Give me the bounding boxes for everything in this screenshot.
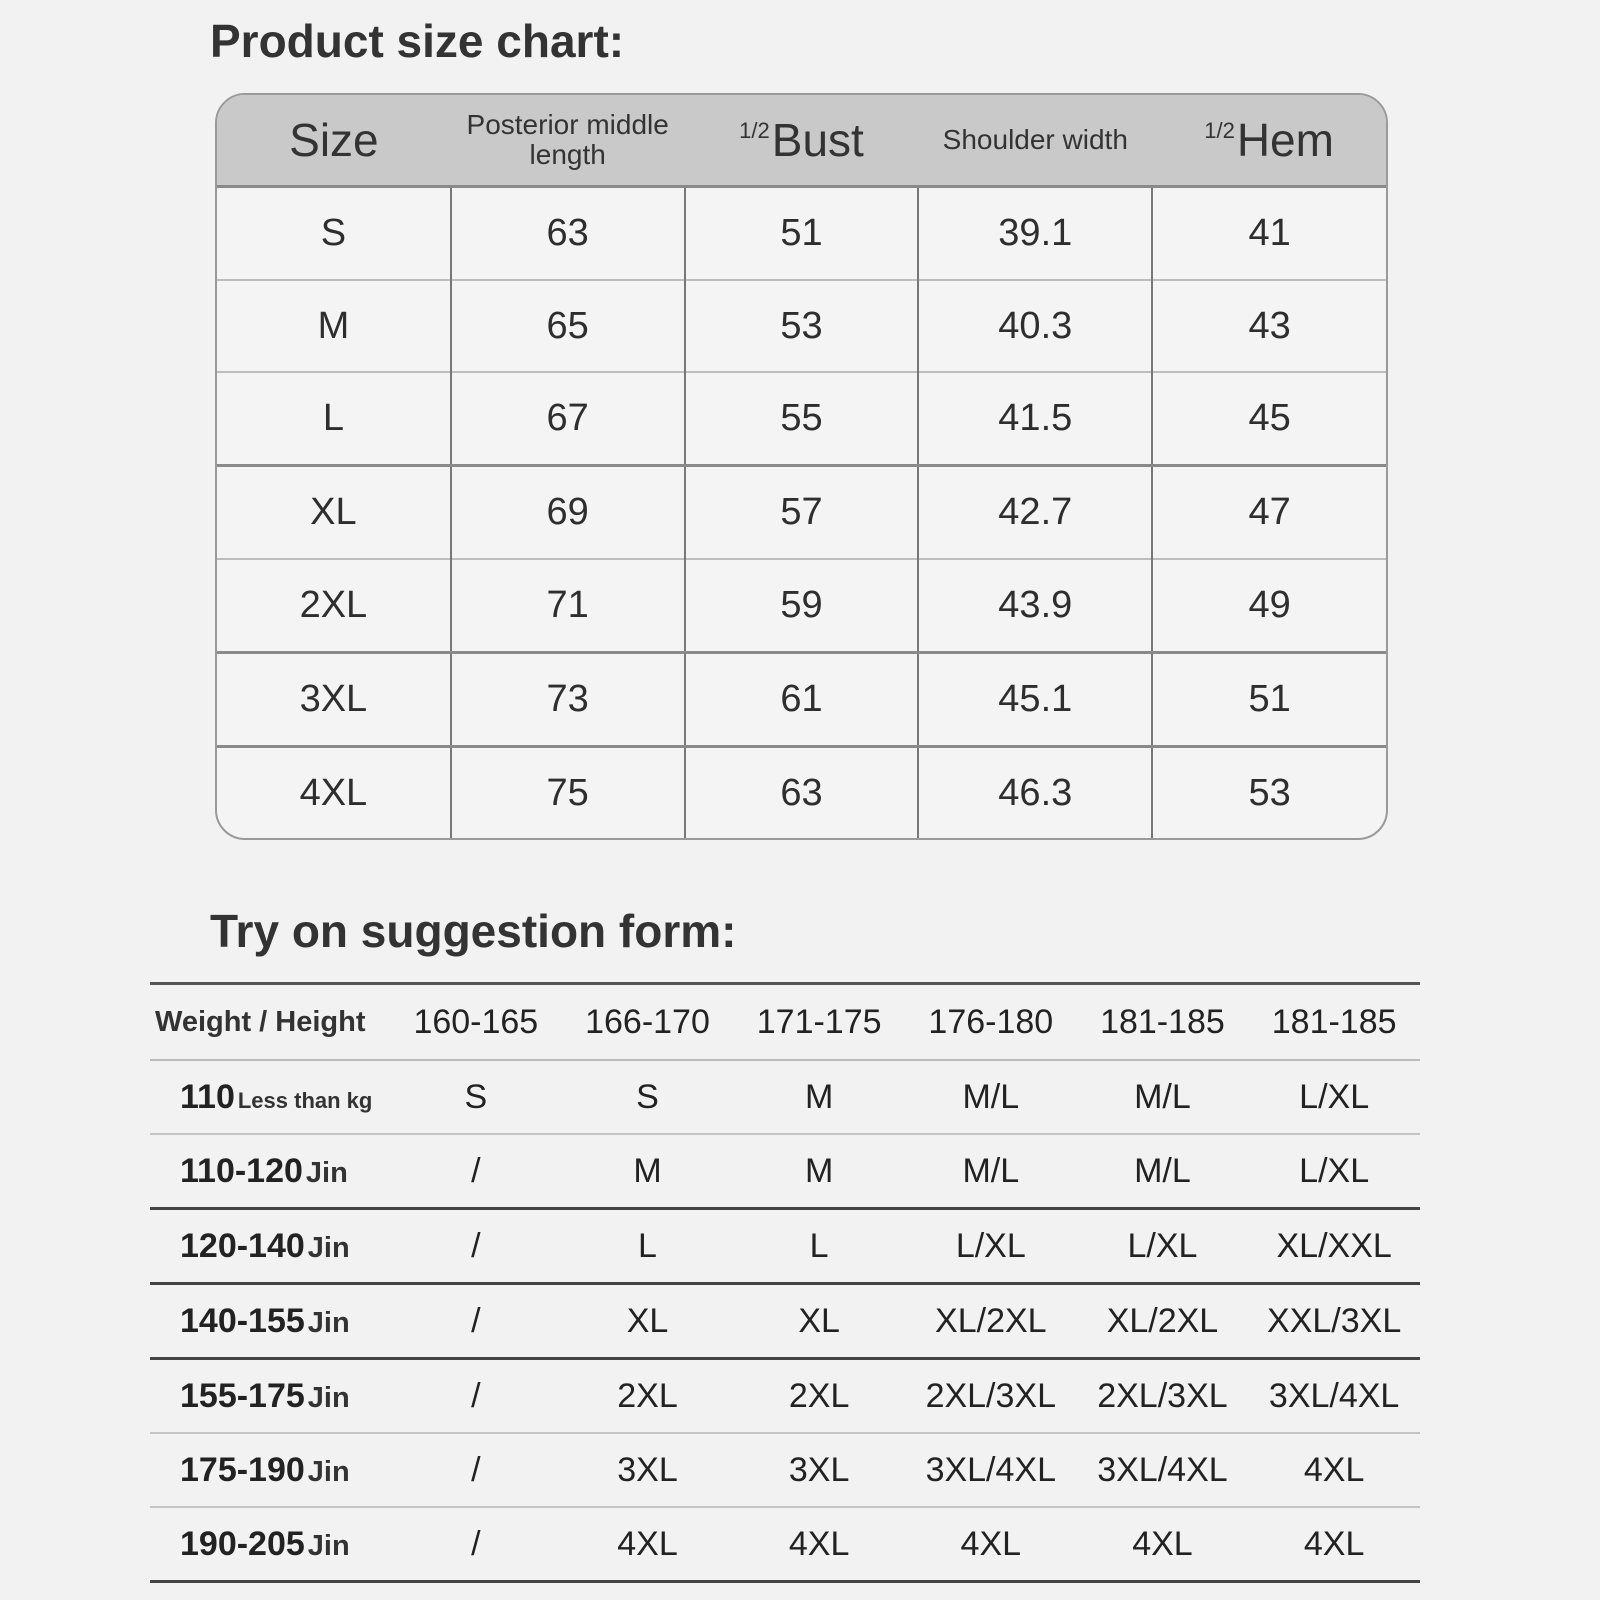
measurement-cell: 69 (451, 466, 685, 559)
suggested-size-cell: 4XL (905, 1507, 1077, 1582)
height-range-header: 181-185 (1248, 984, 1420, 1061)
suggested-size-cell: M (733, 1134, 905, 1209)
suggested-size-cell: M/L (905, 1060, 1077, 1134)
weight-row (150, 1134, 1420, 1209)
suggested-size-cell: 4XL (1248, 1433, 1420, 1507)
suggested-size-cell: 4XL (1077, 1507, 1249, 1582)
suggested-size-cell: XL (562, 1284, 734, 1359)
size-chart (215, 93, 1388, 840)
measurement-cell: 55 (685, 372, 919, 465)
header-bust (685, 95, 919, 187)
header-label: Posterior middle length (466, 109, 669, 170)
measurement-cell: 53 (1152, 747, 1386, 838)
suggested-size-cell: M/L (1077, 1134, 1249, 1209)
size-chart-header-row (217, 95, 1386, 187)
size-row (217, 652, 1386, 746)
suggested-size-cell: / (390, 1359, 562, 1434)
try-on-title: Try on suggestion form: (210, 905, 737, 957)
suggested-size-cell: 2XL/3XL (905, 1359, 1077, 1434)
measurement-cell: 43.9 (918, 559, 1152, 652)
measurement-cell: 45.1 (918, 652, 1152, 746)
measurement-cell: 43 (1152, 280, 1386, 372)
weight-range: 155-175 (180, 1376, 305, 1415)
measurement-cell: 63 (451, 187, 685, 280)
measurement-cell: 65 (451, 280, 685, 372)
suggested-size-cell: L/XL (1077, 1209, 1249, 1284)
measurement-cell: 75 (451, 747, 685, 838)
measurement-cell: 61 (685, 652, 919, 746)
header-hem (1152, 95, 1386, 187)
suggested-size-cell: / (390, 1433, 562, 1507)
suggested-size-cell: 3XL (733, 1433, 905, 1507)
measurement-cell: 39.1 (918, 187, 1152, 280)
suggested-size-cell: L/XL (905, 1209, 1077, 1284)
weight-range: 120-140 (180, 1226, 305, 1265)
size-label-cell: 2XL (217, 559, 451, 652)
suggested-size-cell: 4XL (562, 1507, 734, 1582)
try-on-body (150, 1060, 1420, 1582)
measurement-cell: 41 (1152, 187, 1386, 280)
measurement-cell: 45 (1152, 372, 1386, 465)
measurement-cell: 67 (451, 372, 685, 465)
weight-range: 110-120 (180, 1151, 303, 1190)
suggested-size-cell: XL (733, 1284, 905, 1359)
measurement-cell: 42.7 (918, 466, 1152, 559)
weight-unit: Less than kg (237, 1087, 373, 1113)
weight-unit: Jin (307, 1231, 350, 1264)
measurement-cell: 41.5 (918, 372, 1152, 465)
try-on-header-row (150, 984, 1420, 1061)
suggested-size-cell: XL/XXL (1248, 1209, 1420, 1284)
weight-range: 140-155 (180, 1301, 305, 1340)
weight-range-cell (150, 1359, 390, 1434)
measurement-cell: 51 (1152, 652, 1386, 746)
weight-row (150, 1359, 1420, 1434)
suggested-size-cell: L (733, 1209, 905, 1284)
size-label-cell: 4XL (217, 747, 451, 838)
weight-row (150, 1507, 1420, 1582)
size-label-cell: L (217, 372, 451, 465)
suggested-size-cell: / (390, 1284, 562, 1359)
suggested-size-cell: / (390, 1507, 562, 1582)
header-shoulder-width (918, 95, 1152, 187)
suggested-size-cell: M/L (905, 1134, 1077, 1209)
suggested-size-cell: 4XL (733, 1507, 905, 1582)
size-row (217, 466, 1386, 559)
weight-range-cell (150, 1507, 390, 1582)
weight-unit: Jin (307, 1381, 350, 1414)
suggested-size-cell: S (390, 1060, 562, 1134)
measurement-cell: 51 (685, 187, 919, 280)
weight-range-cell (150, 1134, 390, 1209)
suggested-size-cell: L/XL (1248, 1134, 1420, 1209)
header-fraction: 1/2 (739, 118, 770, 143)
height-range-header: 166-170 (562, 984, 734, 1061)
suggested-size-cell: S (562, 1060, 734, 1134)
size-label-cell: M (217, 280, 451, 372)
height-range-header: 181-185 (1077, 984, 1249, 1061)
suggested-size-cell: M (562, 1134, 734, 1209)
header-label: Hem (1236, 114, 1334, 166)
weight-unit: Jin (307, 1455, 350, 1488)
measurement-cell: 46.3 (918, 747, 1152, 838)
weight-row (150, 1209, 1420, 1284)
size-row (217, 280, 1386, 372)
header-posterior-middle-length (451, 95, 685, 187)
weight-row (150, 1060, 1420, 1134)
suggested-size-cell: XL/2XL (905, 1284, 1077, 1359)
suggested-size-cell: M (733, 1060, 905, 1134)
measurement-cell: 71 (451, 559, 685, 652)
header-label: Bust (771, 114, 864, 166)
size-chart-table (217, 95, 1386, 838)
suggested-size-cell: M/L (1077, 1060, 1249, 1134)
weight-range: 110 (180, 1077, 235, 1116)
header-size (217, 95, 451, 187)
suggested-size-cell: L/XL (1248, 1060, 1420, 1134)
size-row (217, 747, 1386, 838)
suggested-size-cell: 3XL/4XL (905, 1433, 1077, 1507)
measurement-cell: 59 (685, 559, 919, 652)
weight-range-cell (150, 1433, 390, 1507)
suggested-size-cell: 2XL (562, 1359, 734, 1434)
suggested-size-cell: XL/2XL (1077, 1284, 1249, 1359)
suggested-size-cell: 2XL (733, 1359, 905, 1434)
weight-row (150, 1284, 1420, 1359)
height-range-header: 160-165 (390, 984, 562, 1061)
header-label: Size (289, 114, 379, 166)
suggested-size-cell: 4XL (1248, 1507, 1420, 1582)
weight-row (150, 1433, 1420, 1507)
height-range-header: 176-180 (905, 984, 1077, 1061)
suggested-size-cell: / (390, 1134, 562, 1209)
height-range-header: 171-175 (733, 984, 905, 1061)
measurement-cell: 49 (1152, 559, 1386, 652)
try-on-table (150, 982, 1420, 1583)
header-fraction: 1/2 (1204, 118, 1235, 143)
weight-range-cell (150, 1060, 390, 1134)
weight-height-header: Weight / Height (150, 984, 390, 1061)
size-row (217, 187, 1386, 280)
weight-range-cell (150, 1284, 390, 1359)
measurement-cell: 57 (685, 466, 919, 559)
suggested-size-cell: / (390, 1209, 562, 1284)
size-chart-body (217, 187, 1386, 839)
size-label-cell: XL (217, 466, 451, 559)
measurement-cell: 47 (1152, 466, 1386, 559)
weight-unit: Jin (305, 1156, 348, 1189)
weight-unit: Jin (307, 1306, 350, 1339)
size-label-cell: 3XL (217, 652, 451, 746)
header-label: Shoulder width (942, 124, 1128, 155)
suggested-size-cell: 3XL (562, 1433, 734, 1507)
suggested-size-cell: L (562, 1209, 734, 1284)
suggested-size-cell: 2XL/3XL (1077, 1359, 1249, 1434)
weight-range: 175-190 (180, 1450, 305, 1489)
measurement-cell: 73 (451, 652, 685, 746)
size-label-cell: S (217, 187, 451, 280)
size-row (217, 372, 1386, 465)
size-row (217, 559, 1386, 652)
measurement-cell: 63 (685, 747, 919, 838)
weight-unit: Jin (307, 1529, 350, 1562)
size-chart-title: Product size chart: (210, 15, 625, 67)
measurement-cell: 53 (685, 280, 919, 372)
suggested-size-cell: 3XL/4XL (1248, 1359, 1420, 1434)
weight-range-cell (150, 1209, 390, 1284)
weight-range: 190-205 (180, 1524, 305, 1563)
suggested-size-cell: 3XL/4XL (1077, 1433, 1249, 1507)
suggested-size-cell: XXL/3XL (1248, 1284, 1420, 1359)
measurement-cell: 40.3 (918, 280, 1152, 372)
